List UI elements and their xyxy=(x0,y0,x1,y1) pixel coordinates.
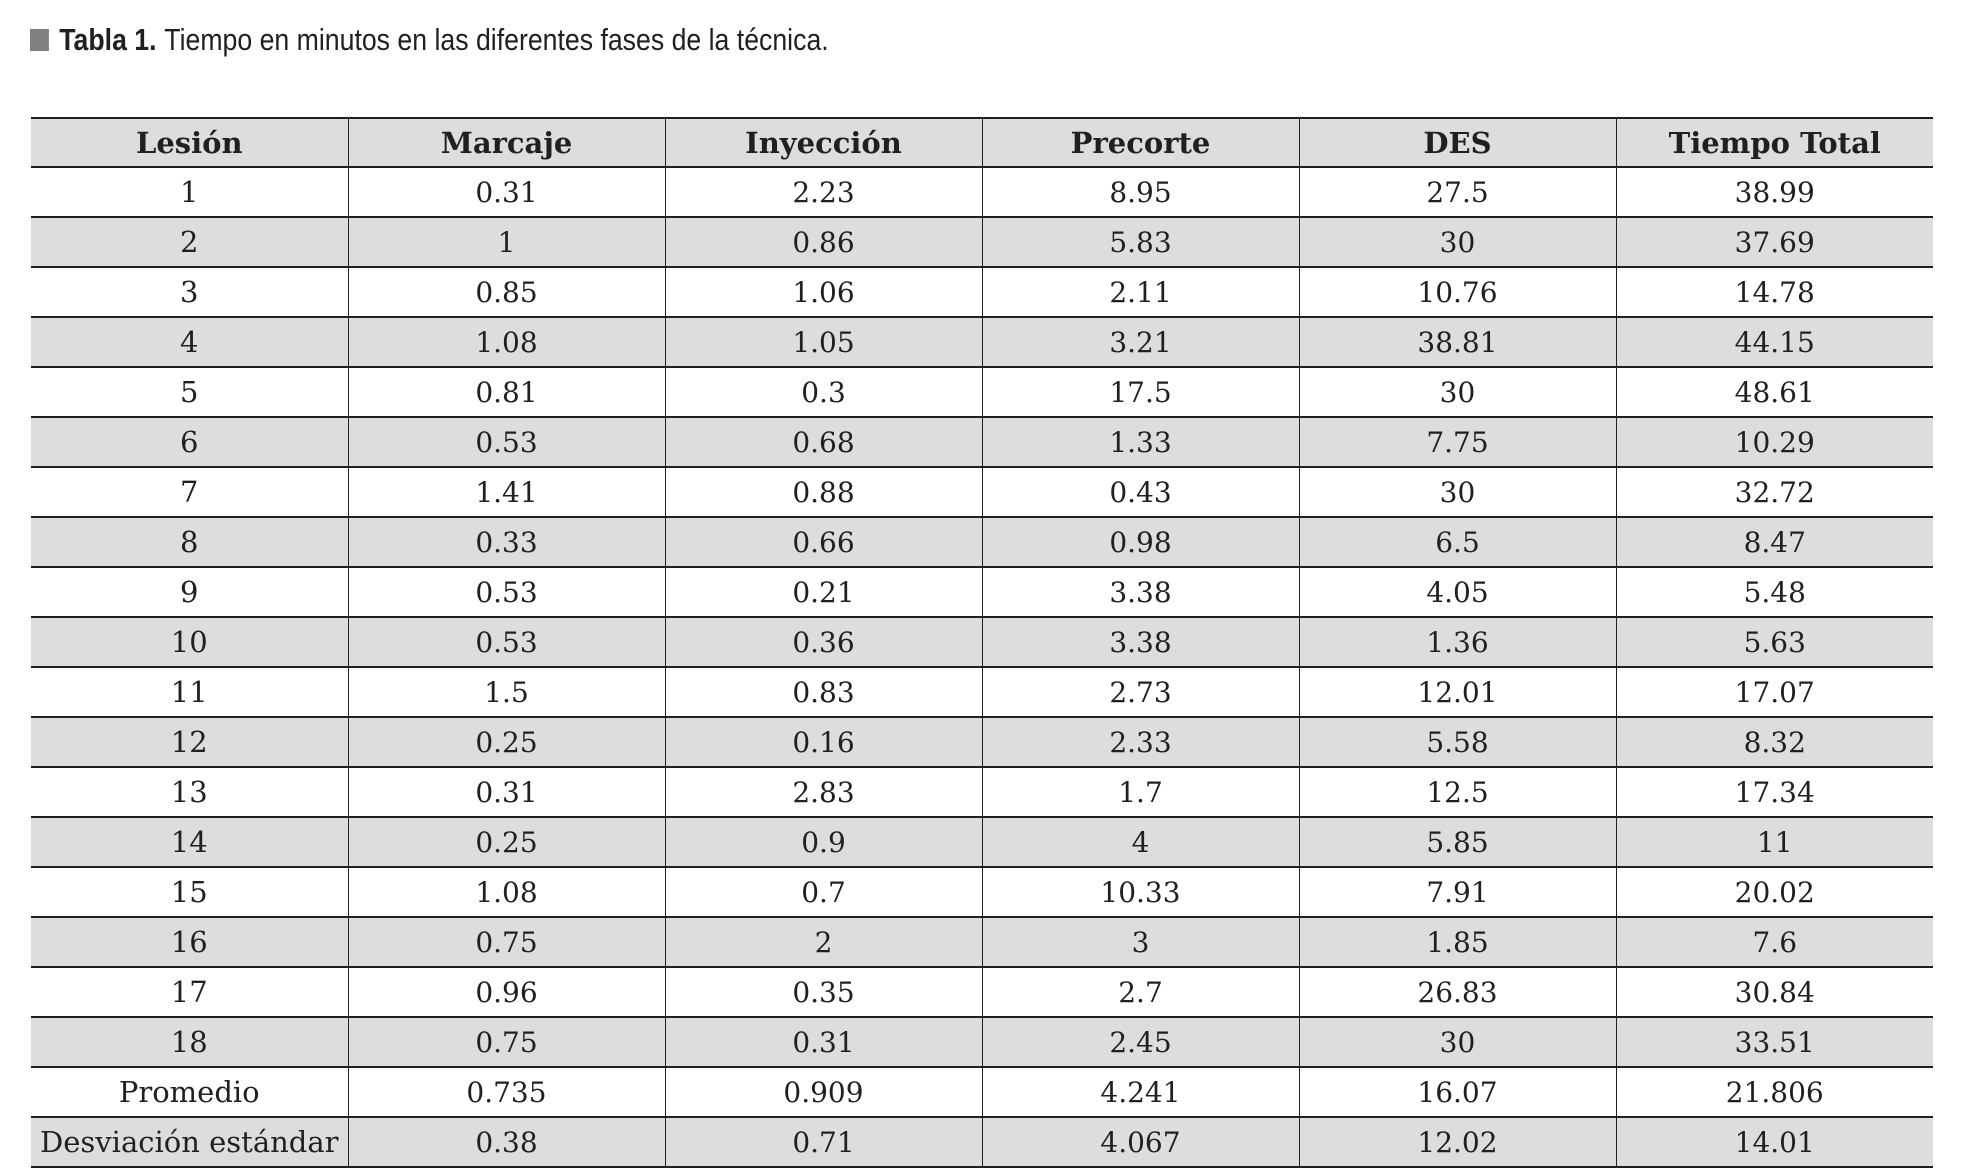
table-row xyxy=(31,817,1933,867)
table-cell-lesion: 15 xyxy=(31,867,348,917)
table-cell-des: 30 xyxy=(1299,367,1616,417)
caption-square-icon xyxy=(30,29,49,51)
timing-table xyxy=(31,117,1933,1168)
table-cell-lesion: 7 xyxy=(31,467,348,517)
column-header-tiempo-total: Tiempo Total xyxy=(1616,118,1933,167)
table-cell-precorte: 2.45 xyxy=(982,1017,1299,1067)
table-cell-marcaje: 1.08 xyxy=(348,867,665,917)
table-cell-lesion: 1 xyxy=(31,167,348,217)
table-cell-precorte: 10.33 xyxy=(982,867,1299,917)
table-cell-precorte: 2.7 xyxy=(982,967,1299,1017)
table-cell-precorte: 2.73 xyxy=(982,667,1299,717)
table-cell-precorte: 2.33 xyxy=(982,717,1299,767)
table-cell-marcaje: 0.85 xyxy=(348,267,665,317)
summary-row-desviacion xyxy=(31,1117,1933,1167)
table-row xyxy=(31,217,1933,267)
table-cell-des: 30 xyxy=(1299,217,1616,267)
table-cell-des: 27.5 xyxy=(1299,167,1616,217)
table-cell-des: 30 xyxy=(1299,467,1616,517)
table-cell-des: 7.91 xyxy=(1299,867,1616,917)
table-cell-marcaje: 1.08 xyxy=(348,317,665,367)
table-row xyxy=(31,967,1933,1017)
table-cell-des: 5.85 xyxy=(1299,817,1616,867)
table-cell-tiempo-total: 20.02 xyxy=(1616,867,1933,917)
table-row xyxy=(31,617,1933,667)
table-cell-inyeccion: 2.83 xyxy=(665,767,982,817)
table-cell-lesion: Desviación estándar xyxy=(31,1117,348,1167)
table-cell-inyeccion: 2.23 xyxy=(665,167,982,217)
table-row xyxy=(31,767,1933,817)
table-cell-marcaje: 1.41 xyxy=(348,467,665,517)
table-cell-des: 26.83 xyxy=(1299,967,1616,1017)
table-cell-tiempo-total: 8.47 xyxy=(1616,517,1933,567)
table-cell-precorte: 4.241 xyxy=(982,1067,1299,1117)
table-cell-lesion: 13 xyxy=(31,767,348,817)
table-cell-inyeccion: 0.9 xyxy=(665,817,982,867)
table-cell-tiempo-total: 37.69 xyxy=(1616,217,1933,267)
table-cell-des: 12.5 xyxy=(1299,767,1616,817)
table-cell-lesion: 3 xyxy=(31,267,348,317)
table-caption xyxy=(30,16,829,64)
table-cell-marcaje: 0.25 xyxy=(348,717,665,767)
table-cell-precorte: 0.98 xyxy=(982,517,1299,567)
column-header-des: DES xyxy=(1299,118,1616,167)
table-cell-des: 5.58 xyxy=(1299,717,1616,767)
table-cell-inyeccion: 0.36 xyxy=(665,617,982,667)
table-cell-tiempo-total: 44.15 xyxy=(1616,317,1933,367)
table-cell-precorte: 2.11 xyxy=(982,267,1299,317)
table-cell-lesion: 8 xyxy=(31,517,348,567)
table-row xyxy=(31,517,1933,567)
table-cell-lesion: 2 xyxy=(31,217,348,267)
table-cell-tiempo-total: 5.48 xyxy=(1616,567,1933,617)
table-cell-inyeccion: 0.86 xyxy=(665,217,982,267)
table-cell-lesion: 16 xyxy=(31,917,348,967)
table-cell-tiempo-total: 48.61 xyxy=(1616,367,1933,417)
table-cell-marcaje: 0.75 xyxy=(348,1017,665,1067)
table-cell-tiempo-total: 14.78 xyxy=(1616,267,1933,317)
table-cell-inyeccion: 1.06 xyxy=(665,267,982,317)
table-cell-inyeccion: 0.3 xyxy=(665,367,982,417)
table-cell-marcaje: 0.53 xyxy=(348,567,665,617)
table-cell-lesion: 18 xyxy=(31,1017,348,1067)
table-cell-precorte: 8.95 xyxy=(982,167,1299,217)
table-cell-des: 16.07 xyxy=(1299,1067,1616,1117)
table-cell-tiempo-total: 33.51 xyxy=(1616,1017,1933,1067)
table-cell-marcaje: 0.75 xyxy=(348,917,665,967)
table-cell-des: 10.76 xyxy=(1299,267,1616,317)
table-cell-marcaje: 1 xyxy=(348,217,665,267)
table-cell-precorte: 4.067 xyxy=(982,1117,1299,1167)
table-cell-precorte: 3.38 xyxy=(982,567,1299,617)
table-header xyxy=(31,118,1933,167)
table-cell-marcaje: 0.33 xyxy=(348,517,665,567)
column-header-precorte: Precorte xyxy=(982,118,1299,167)
table-row xyxy=(31,367,1933,417)
table-cell-inyeccion: 0.68 xyxy=(665,417,982,467)
table-cell-lesion: 9 xyxy=(31,567,348,617)
table-row xyxy=(31,417,1933,467)
table-cell-precorte: 3.38 xyxy=(982,617,1299,667)
column-header-marcaje: Marcaje xyxy=(348,118,665,167)
table-cell-precorte: 17.5 xyxy=(982,367,1299,417)
table-cell-marcaje: 0.96 xyxy=(348,967,665,1017)
table-cell-tiempo-total: 10.29 xyxy=(1616,417,1933,467)
table-row xyxy=(31,467,1933,517)
table-cell-tiempo-total: 11 xyxy=(1616,817,1933,867)
table-cell-tiempo-total: 8.32 xyxy=(1616,717,1933,767)
table-cell-lesion: 4 xyxy=(31,317,348,367)
table-cell-inyeccion: 0.909 xyxy=(665,1067,982,1117)
table-cell-tiempo-total: 30.84 xyxy=(1616,967,1933,1017)
table-cell-marcaje: 0.38 xyxy=(348,1117,665,1167)
header-row xyxy=(31,118,1933,167)
table-cell-inyeccion: 0.83 xyxy=(665,667,982,717)
table-cell-des: 6.5 xyxy=(1299,517,1616,567)
table-cell-marcaje: 0.31 xyxy=(348,167,665,217)
table-cell-marcaje: 0.53 xyxy=(348,417,665,467)
table-cell-marcaje: 1.5 xyxy=(348,667,665,717)
table-cell-tiempo-total: 5.63 xyxy=(1616,617,1933,667)
table-cell-tiempo-total: 17.34 xyxy=(1616,767,1933,817)
table-cell-inyeccion: 0.35 xyxy=(665,967,982,1017)
table-body xyxy=(31,167,1933,1167)
table-cell-marcaje: 0.735 xyxy=(348,1067,665,1117)
table-cell-precorte: 1.7 xyxy=(982,767,1299,817)
table-row xyxy=(31,1017,1933,1067)
table-row xyxy=(31,317,1933,367)
table-cell-lesion: 12 xyxy=(31,717,348,767)
table-cell-des: 12.01 xyxy=(1299,667,1616,717)
table-cell-lesion: 10 xyxy=(31,617,348,667)
table-cell-precorte: 0.43 xyxy=(982,467,1299,517)
table-cell-des: 12.02 xyxy=(1299,1117,1616,1167)
table-cell-tiempo-total: 38.99 xyxy=(1616,167,1933,217)
table-cell-marcaje: 0.81 xyxy=(348,367,665,417)
table-cell-precorte: 4 xyxy=(982,817,1299,867)
table-cell-tiempo-total: 32.72 xyxy=(1616,467,1933,517)
table-cell-lesion: Promedio xyxy=(31,1067,348,1117)
table-cell-inyeccion: 0.88 xyxy=(665,467,982,517)
table-cell-marcaje: 0.25 xyxy=(348,817,665,867)
column-header-lesion: Lesión xyxy=(31,118,348,167)
table-cell-tiempo-total: 17.07 xyxy=(1616,667,1933,717)
table-cell-des: 1.36 xyxy=(1299,617,1616,667)
table-cell-lesion: 17 xyxy=(31,967,348,1017)
table-cell-lesion: 5 xyxy=(31,367,348,417)
table-cell-des: 4.05 xyxy=(1299,567,1616,617)
table-cell-tiempo-total: 7.6 xyxy=(1616,917,1933,967)
table-cell-inyeccion: 0.66 xyxy=(665,517,982,567)
table-cell-des: 1.85 xyxy=(1299,917,1616,967)
table-cell-des: 7.75 xyxy=(1299,417,1616,467)
table-cell-inyeccion: 2 xyxy=(665,917,982,967)
table-cell-precorte: 3.21 xyxy=(982,317,1299,367)
table-cell-lesion: 14 xyxy=(31,817,348,867)
table-cell-tiempo-total: 21.806 xyxy=(1616,1067,1933,1117)
table-cell-inyeccion: 0.16 xyxy=(665,717,982,767)
table-cell-precorte: 3 xyxy=(982,917,1299,967)
summary-row-promedio xyxy=(31,1067,1933,1117)
table-cell-lesion: 11 xyxy=(31,667,348,717)
table-row xyxy=(31,167,1933,217)
table-cell-marcaje: 0.31 xyxy=(348,767,665,817)
table-row xyxy=(31,667,1933,717)
table-cell-des: 30 xyxy=(1299,1017,1616,1067)
table-cell-tiempo-total: 14.01 xyxy=(1616,1117,1933,1167)
table-cell-precorte: 5.83 xyxy=(982,217,1299,267)
table-cell-inyeccion: 0.31 xyxy=(665,1017,982,1067)
table-row xyxy=(31,717,1933,767)
table-cell-inyeccion: 0.21 xyxy=(665,567,982,617)
table-row xyxy=(31,567,1933,617)
table-cell-des: 38.81 xyxy=(1299,317,1616,367)
table-cell-inyeccion: 0.71 xyxy=(665,1117,982,1167)
table-cell-inyeccion: 1.05 xyxy=(665,317,982,367)
table-cell-precorte: 1.33 xyxy=(982,417,1299,467)
caption-text: Tiempo en minutos en las diferentes fases de la técnica. xyxy=(164,22,829,57)
column-header-inyeccion: Inyección xyxy=(665,118,982,167)
table-cell-inyeccion: 0.7 xyxy=(665,867,982,917)
table-cell-marcaje: 0.53 xyxy=(348,617,665,667)
table-row xyxy=(31,867,1933,917)
table-cell-lesion: 6 xyxy=(31,417,348,467)
table-row xyxy=(31,917,1933,967)
table-row xyxy=(31,267,1933,317)
caption-label: Tabla 1. xyxy=(59,22,157,57)
